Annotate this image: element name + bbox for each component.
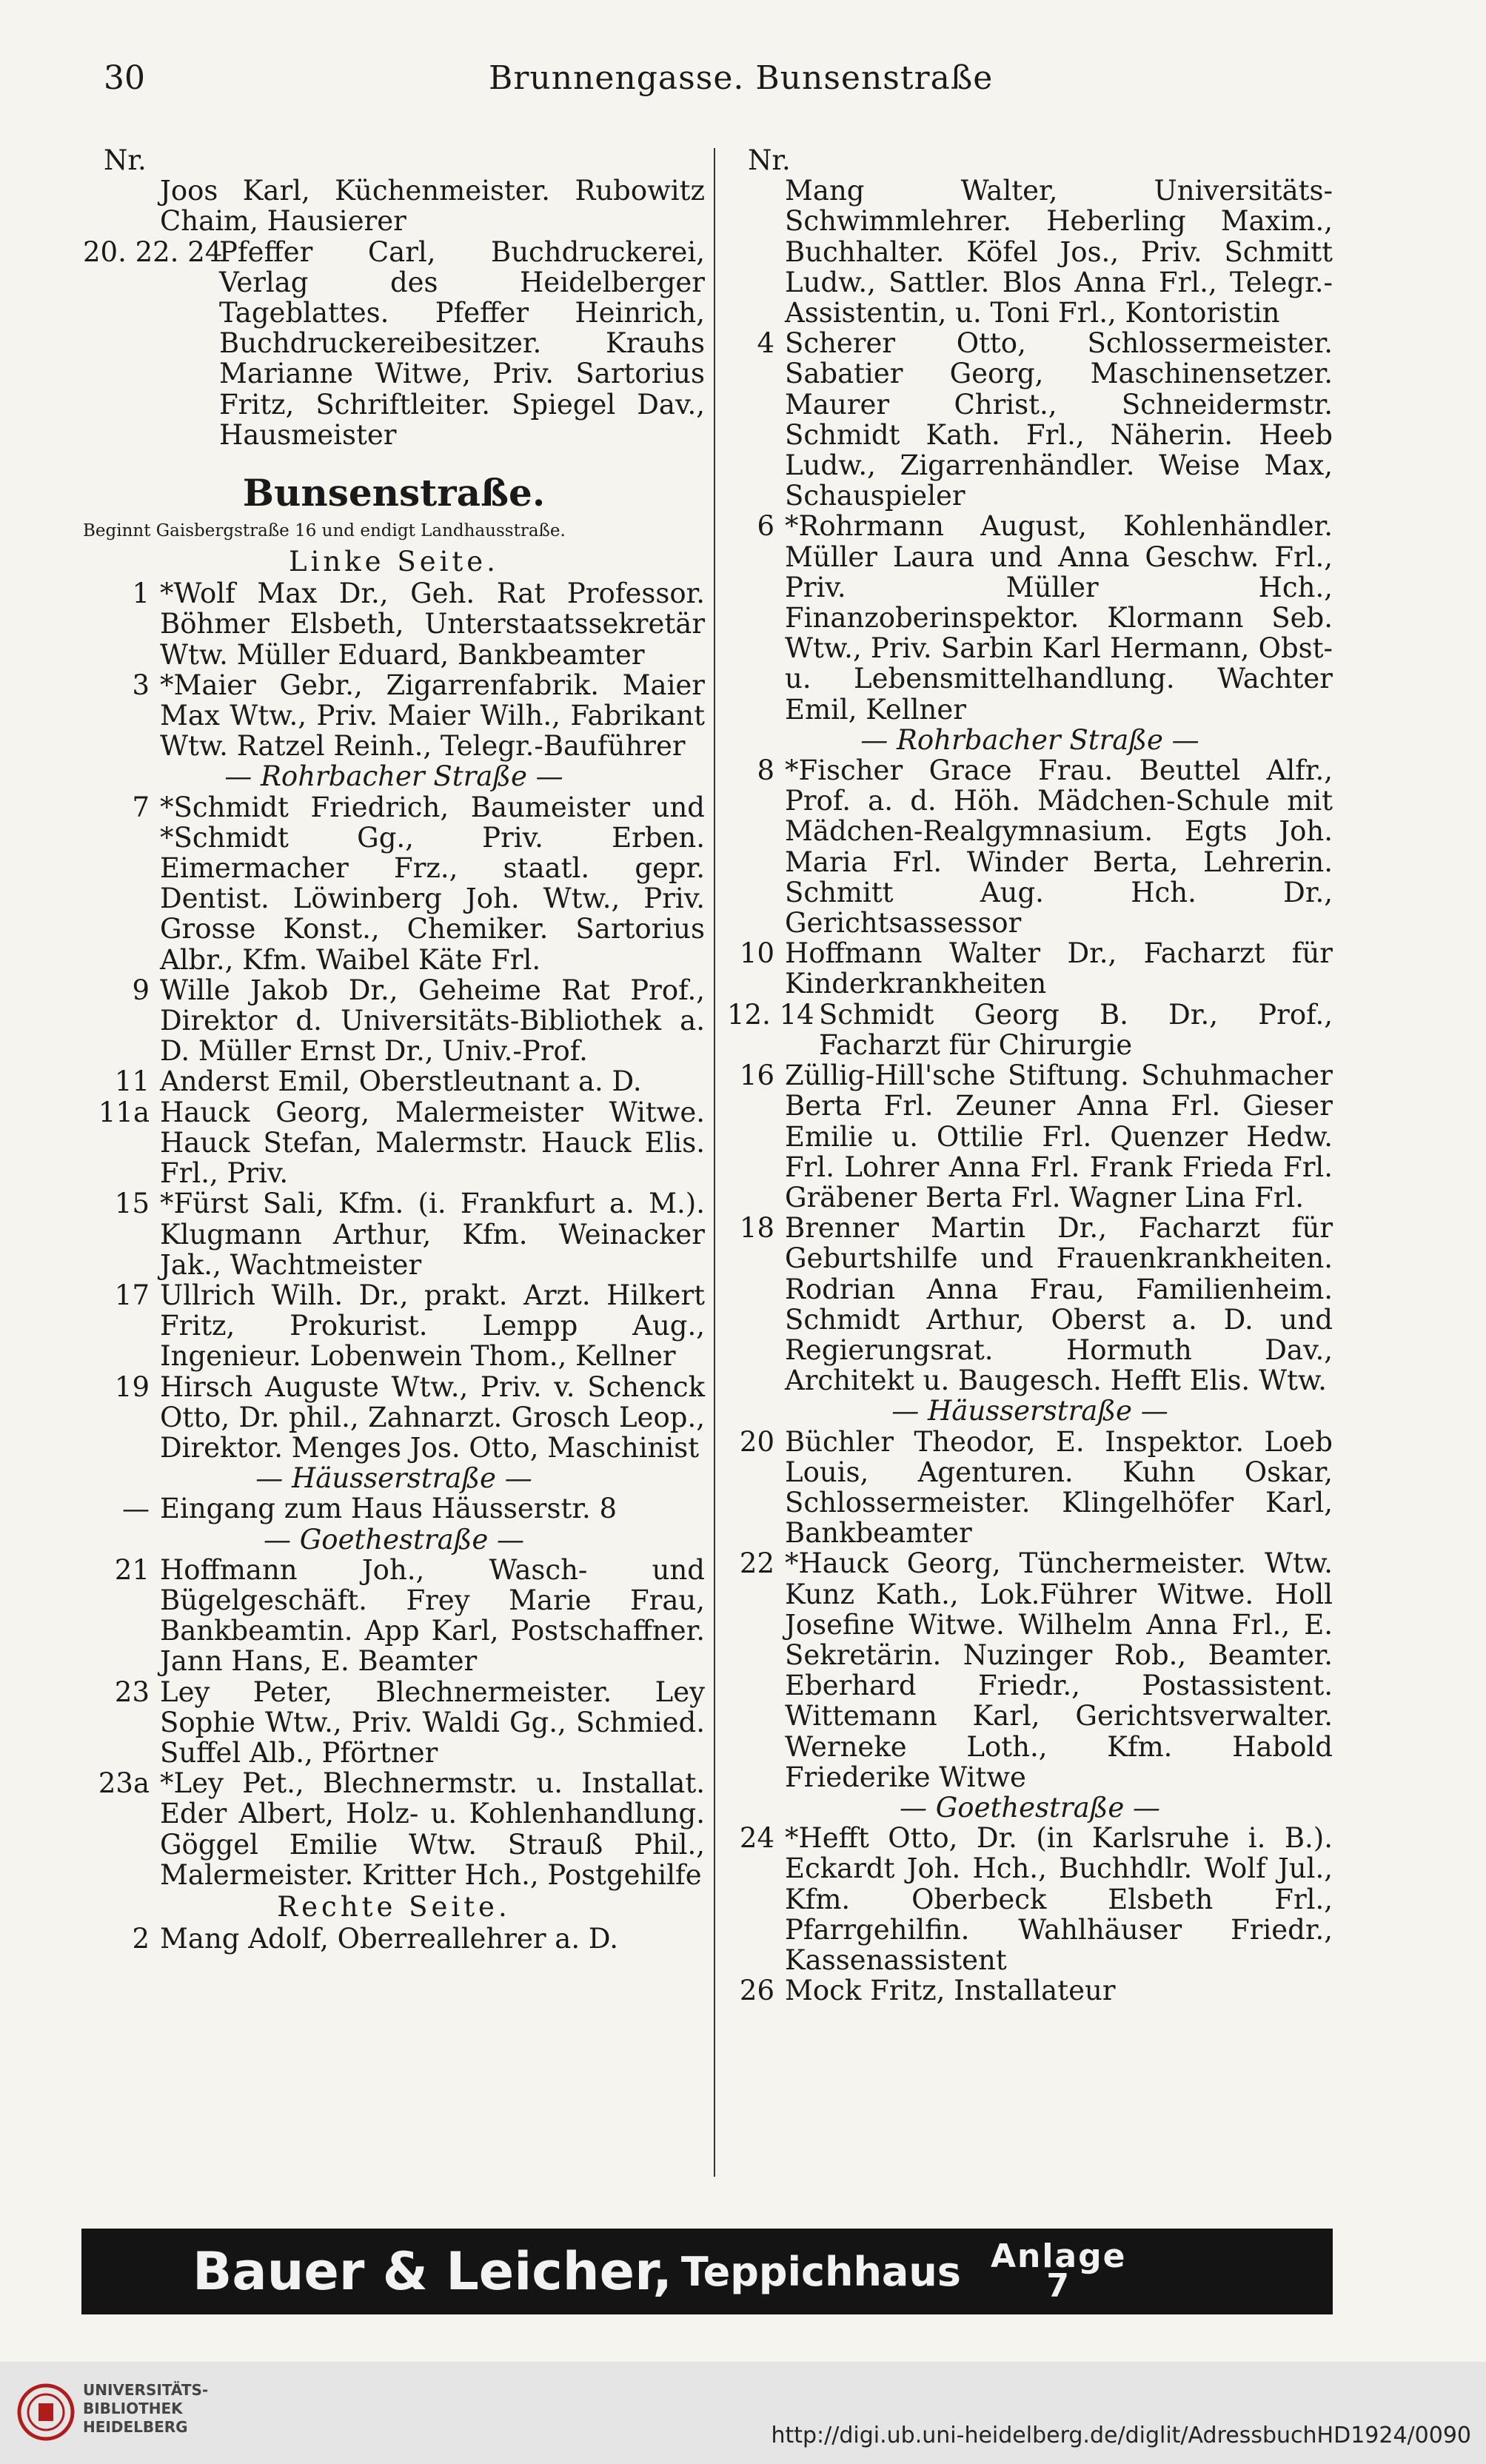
- cross-street: — Goethestraße —: [899, 1791, 1161, 1824]
- list-item: 16 Züllig-Hill'sche Stiftung. Schuhmacher Berta Frl. Zeuner Anna Frl. Gieser Emilie u. Ottilie Frl. Quenzer Hedw. Frl. Lohrer Anna Frl. Frank Frieda Frl. Gräbener Berta Frl. Wagner Lina Frl.: [739, 1059, 1333, 1213]
- list-item: 20 Büchler Theodor, E. Inspektor. Loeb Louis, Agenturen. Kuhn Oskar, Schlossermeister. Klingelhöfer Karl, Bankbeamter: [739, 1425, 1333, 1550]
- list-item: 9 Wille Jakob Dr., Geheime Rat Prof., Direktor d. Universitäts-Bibliothek a. D. Müller Ernst Dr., Univ.-Prof.: [132, 974, 705, 1068]
- list-item: 11a Hauck Georg, Malermeister Witwe. Hauck Stefan, Malermstr. Hauck Elis. Frl., Priv.: [98, 1096, 705, 1190]
- side-heading-left: Linke Seite.: [289, 546, 499, 578]
- list-item: 2 Mang Adolf, Oberreallehrer a. D.: [132, 1923, 618, 1955]
- list-item: 21 Hoffmann Joh., Wasch- und Bügelgeschäft. Frey Marie Frau, Bankbeamtin. App Karl, Postschaffner. Jann Hans, E. Beamter: [114, 1553, 705, 1678]
- anlage-word: Anlage: [990, 2237, 1127, 2275]
- list-item: 8 *Fischer Grace Frau. Beuttel Alfr., Prof. a. d. Höh. Mädchen-Schule mit Mädchen-Realgymnasium. Egts Joh. Maria Frl. Winder Berta, Lehrerin. Schmitt Aug. Hch. Dr., Gerichtsassessor: [757, 754, 1333, 940]
- page-header: [0, 59, 1486, 104]
- cross-street: — Rohrbacher Straße —: [860, 723, 1199, 756]
- list-item: 10 Hoffmann Walter Dr., Facharzt für Kinderkrankheiten: [739, 937, 1333, 1000]
- list-item: 11 Anderst Emil, Oberstleutnant a. D.: [114, 1065, 642, 1098]
- list-item: 7 *Schmidt Friedrich, Baumeister und *Schmidt Gg., Priv. Erben. Eimermacher Frz., staatl. gepr. Dentist. Löwinberg Joh. Wtw., Priv. Grosse Konst., Chemiker. Sartorius Albr., Kfm. Waibel Käte Frl.: [132, 791, 705, 976]
- cross-street: — Rohrbacher Straße —: [224, 760, 563, 793]
- cross-street: — Goethestraße —: [263, 1523, 525, 1556]
- list-item: 19 Hirsch Auguste Wtw., Priv. v. Schenck Otto, Dr. phil., Zahnarzt. Grosch Leop., Direktor. Menges Jos. Otto, Maschinist: [114, 1370, 705, 1464]
- anlage-number: 7: [1046, 2267, 1071, 2305]
- list-item: 22 *Hauck Georg, Tünchermeister. Wtw. Kunz Kath., Lok.Führer Witwe. Holl Josefine Witwe. Wilhelm Anna Frl., E. Sekretärin. Nuzinger Rob., Beamter. Eberhard Friedr., Postassistent. Wittemann Karl, Gerichtsverwalter. Werneke Loth., Kfm. Habold Friederike Witwe: [739, 1547, 1333, 1793]
- list-item: 15 *Fürst Sali, Kfm. (i. Frankfurt a. M.). Klugmann Arthur, Kfm. Weinacker Jak., Wachtmeister: [114, 1188, 705, 1281]
- list-item: 23 Ley Peter, Blechnermeister. Ley Sophie Wtw., Priv. Waldi Gg., Schmied. Suffel Alb., Pförtner: [114, 1675, 705, 1769]
- side-heading-right: Rechte Seite.: [277, 1890, 511, 1923]
- list-item: — Eingang zum Haus Häusserstr. 8: [122, 1493, 618, 1525]
- street-begin-note: Beginnt Gaisbergstraße 16 und endigt Landhausstraße.: [83, 521, 566, 541]
- list-item: 4 Scherer Otto, Schlossermeister. Sabatier Georg, Maschinensetzer. Maurer Christ., Schneidermstr. Schmidt Kath. Frl., Näherin. Heeb Ludw., Zigarrenhändler. Weise Max, Schauspieler: [757, 327, 1333, 512]
- cross-street: — Häusserstraße —: [255, 1462, 532, 1495]
- banner-text: Teppichhaus: [680, 2248, 961, 2295]
- left-column: [83, 145, 705, 1954]
- anlage-label: [990, 2237, 1127, 2305]
- footer-bar: [0, 2362, 1486, 2464]
- list-item: 6 *Rohrmann August, Kohlenhändler. Müller Laura und Anna Geschw. Frl., Priv. Müller Hch., Finanzoberinspektor. Klormann Seb. Wtw., Priv. Sarbin Karl Hermann, Obst- u. Lebensmittelhandlung. Wachter Emil, Kellner: [757, 510, 1333, 726]
- list-item: 26 Mock Fritz, Installateur: [739, 1975, 1116, 2007]
- list-item: Mang Walter, Universitäts-Schwimmlehrer. Heberling Maxim., Buchhalter. Köfel Jos., Priv. Schmitt Ludw., Sattler. Blos Anna Frl., Telegr.-Assistentin, u. Toni Frl., Kontoristin: [785, 175, 1333, 329]
- list-item: 1 *Wolf Max Dr., Geh. Rat Professor. Böhmer Elsbeth, Unterstaatssekretär Wtw. Müller Eduard, Bankbeamter: [132, 578, 705, 671]
- street-title: Bunsenstraße.: [242, 471, 546, 515]
- advertisement-banner: [81, 2229, 1333, 2314]
- source-url[interactable]: http://digi.ub.uni-heidelberg.de/diglit/AdressbuchHD1924/0090: [771, 2423, 1471, 2448]
- list-item: 12. 14 Schmidt Georg B. Dr., Prof., Facharzt für Chirurgie: [727, 998, 1333, 1061]
- right-column: [727, 145, 1333, 2006]
- nr-label: Nr.: [104, 144, 147, 176]
- university-seal-icon: [16, 2383, 76, 2442]
- list-item: Joos Karl, Küchenmeister. Rubowitz Chaim, Hausierer: [160, 175, 705, 238]
- list-item: 3 *Maier Gebr., Zigarrenfabrik. Maier Max Wtw., Priv. Maier Wilh., Fabrikant Wtw. Ratzel Reinh., Telegr.-Bauführer: [132, 669, 705, 763]
- running-title: Brunnengasse. Bunsenstraße: [489, 59, 994, 97]
- column-divider: [714, 148, 715, 2177]
- page-number: 30: [104, 59, 145, 97]
- library-name: UNIVERSITÄTS- BIBLIOTHEK HEIDELBERG: [83, 2381, 209, 2436]
- list-item: 24 *Hefft Otto, Dr. (in Karlsruhe i. B.). Eckardt Joh. Hch., Buchhdlr. Wolf Jul., Kfm. Oberbeck Elsbeth Frl., Pfarrgehilfin. Wahlhäuser Friedr., Kassenassistent: [739, 1822, 1333, 1976]
- list-item: 17 Ullrich Wilh. Dr., prakt. Arzt. Hilkert Fritz, Prokurist. Lempp Aug., Ingenieur. Lobenwein Thom., Kellner: [114, 1279, 705, 1373]
- list-item: 18 Brenner Martin Dr., Facharzt für Geburtshilfe und Frauenkrankheiten. Rodrian Anna Frau, Familienheim. Schmidt Arthur, Oberst a. D. und Regierungsrat. Hormuth Dav., Architekt u. Baugesch. Hefft Elis. Wtw.: [739, 1212, 1333, 1397]
- cross-street: — Häusserstraße —: [891, 1395, 1168, 1427]
- banner-brand: Bauer & Leicher,: [193, 2241, 672, 2302]
- list-item: 20. 22. 24 Pfeffer Carl, Buchdruckerei, Verlag des Heidelberger Tageblattes. Pfeffer Heinrich, Buchdruckereibesitzer. Krauhs Marianne Witwe, Priv. Sartorius Fritz, Schriftleiter. Spiegel Dav., Hausmeister: [83, 235, 705, 451]
- list-item: 23a *Ley Pet., Blechnermstr. u. Installat. Eder Albert, Holz- u. Kohlenhandlung. Göggel Emilie Wtw. Strauß Phil., Malermeister. Kritter Hch., Postgehilfe: [98, 1767, 705, 1891]
- nr-label: Nr.: [748, 144, 791, 176]
